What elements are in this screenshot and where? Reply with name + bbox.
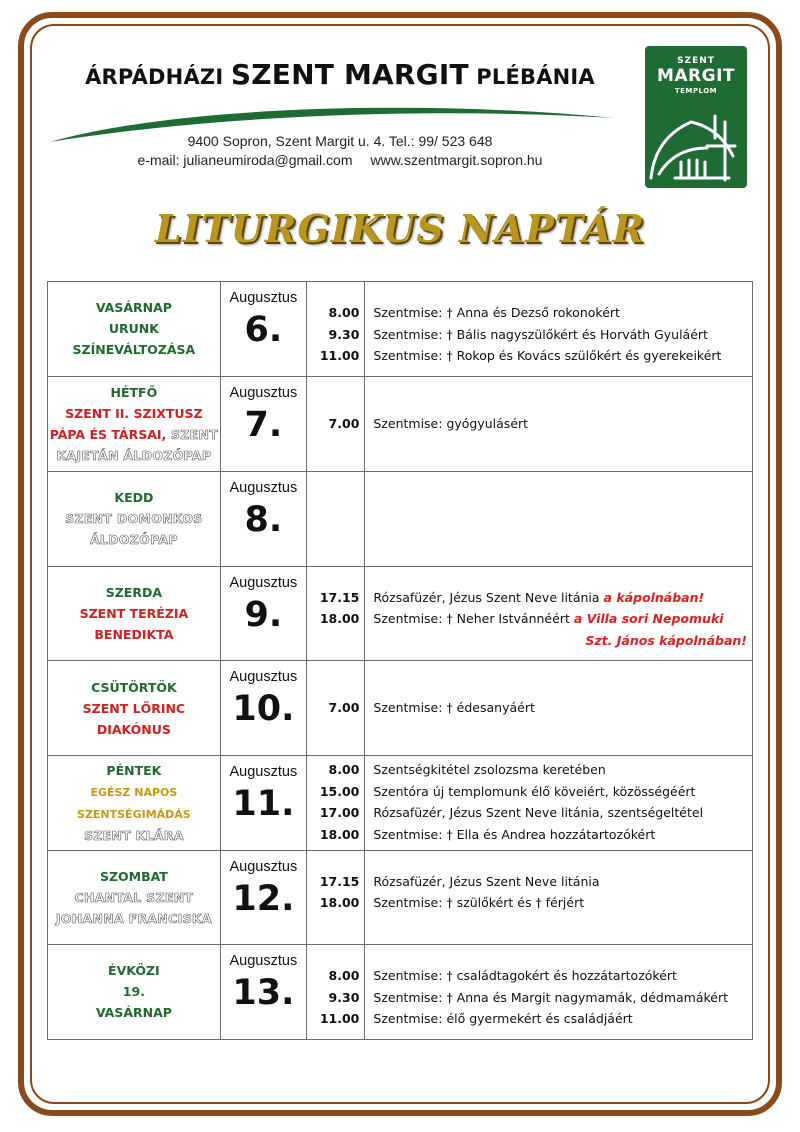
- day-line: SZENT KLÁRA: [83, 827, 184, 843]
- events-cell: [365, 661, 753, 756]
- day-line: SZENTSÉGIMÁDÁS: [77, 807, 191, 821]
- event-line: [373, 587, 752, 609]
- times-cell: [306, 756, 364, 851]
- date-cell: [220, 661, 306, 756]
- address-line: 9400 Sopron, Szent Margit u. 4. Tel.: 99/ 523 648: [187, 133, 493, 149]
- times-cell: [306, 661, 364, 756]
- day-line: JOHANNA FRANCISKA: [55, 910, 212, 926]
- contact-info: [100, 132, 580, 170]
- day-line: 19.: [122, 984, 145, 1000]
- date-cell: [220, 850, 306, 945]
- event-text: Szentmise: † édesanyáért: [373, 700, 535, 716]
- day-number: 11.: [232, 784, 295, 824]
- events-cell: [365, 945, 753, 1040]
- events-cell: [365, 471, 753, 566]
- month-label: Augusztus: [229, 953, 298, 969]
- event-line: [373, 824, 752, 846]
- month-label: Augusztus: [229, 290, 298, 306]
- event-text: Szentóra új templomunk élő köveiért, közösségéért: [373, 783, 696, 799]
- event-line: [373, 759, 752, 781]
- day-line: KEDD: [114, 490, 154, 505]
- event-text: Szentmise: gyógyulásért: [373, 415, 529, 431]
- day-line: SZENT LŐRINC: [82, 700, 186, 716]
- events-cell: [365, 282, 753, 377]
- month-label: Augusztus: [229, 384, 298, 401]
- event-time: 18.00: [319, 826, 360, 842]
- event-line: [373, 965, 752, 987]
- event-text: Szentmise: † Anna és Margit nagymamák, dédmamákért: [373, 989, 729, 1005]
- event-time: 17.15: [319, 589, 360, 605]
- event-line: [373, 781, 752, 803]
- event-line: [373, 345, 752, 367]
- event-location-note: a kápolnában!: [603, 589, 705, 605]
- times-cell: [306, 471, 364, 566]
- event-line: [373, 892, 752, 914]
- event-text: Szentmise: † Anna és Dezső rokonokért: [373, 305, 620, 320]
- day-name-cell: [48, 945, 221, 1040]
- times-cell: [306, 376, 364, 471]
- event-time: 8.00: [328, 968, 360, 983]
- day-line: CSÜTÖRTÖK: [91, 679, 177, 695]
- event-text: Szentmise: † családtagokért és hozzátartozókért: [373, 968, 677, 983]
- date-cell: [220, 945, 306, 1040]
- times-cell: [306, 566, 364, 661]
- event-text: Rózsafüzér, Jézus Szent Neve litánia: [373, 873, 600, 889]
- calendar-row: [48, 282, 753, 377]
- day-name-cell: [48, 376, 221, 471]
- events-cell: [365, 376, 753, 471]
- day-line: ÁLDOZÓPAP: [89, 532, 178, 547]
- month-label: Augusztus: [229, 669, 298, 685]
- event-location-note: Szt. János kápolnában!: [585, 632, 747, 648]
- calendar-title: LITURGIKUS NAPTÁR: [154, 206, 646, 251]
- calendar-row: [48, 376, 753, 471]
- day-line: PÉNTEK: [106, 762, 162, 778]
- month-label: Augusztus: [229, 764, 298, 780]
- event-time: 15.00: [319, 783, 360, 799]
- events-cell: [365, 756, 753, 851]
- date-cell: [220, 376, 306, 471]
- event-line: [373, 1008, 752, 1030]
- event-time: 7.00: [328, 700, 360, 716]
- event-text: Szentmise: † Bális nagyszülőkért és Horváth Gyuláért: [373, 326, 708, 342]
- day-line: EGÉSZ NAPOS: [90, 785, 178, 799]
- day-number: 8.: [244, 499, 283, 540]
- times-cell: [306, 282, 364, 377]
- parish-main: SZENT MARGIT: [230, 58, 469, 91]
- date-cell: [220, 282, 306, 377]
- event-time: 9.30: [328, 989, 360, 1005]
- day-line: BENEDIKTA: [94, 626, 174, 642]
- event-time: 18.00: [319, 895, 360, 910]
- day-name-cell: [48, 471, 221, 566]
- event-time: 17.00: [319, 805, 360, 820]
- date-cell: [220, 566, 306, 661]
- event-line: [373, 413, 752, 435]
- event-line: [373, 324, 752, 346]
- event-location-note: a Villa sori Nepomuki: [573, 611, 724, 626]
- event-line: [373, 608, 752, 630]
- event-text: Szentmise: † Rokop és Kovács szülőkért és gyerekeikért: [373, 348, 722, 363]
- event-time: 8.00: [328, 305, 360, 320]
- date-cell: [220, 756, 306, 851]
- day-line: SZENT DOMONKOS: [65, 511, 203, 526]
- day-line: SZERDA: [105, 584, 163, 600]
- day-number: 10.: [232, 689, 295, 729]
- day-name-cell: [48, 756, 221, 851]
- event-line: [373, 987, 752, 1009]
- day-line: URUNK: [108, 321, 159, 337]
- day-number: 7.: [244, 404, 283, 445]
- event-text: Szentmise: † Ella és Andrea hozzátartozókért: [373, 826, 656, 842]
- day-line: VASÁRNAP: [95, 1005, 172, 1021]
- logo-line1: SZENT: [677, 56, 715, 66]
- day-name-cell: [48, 661, 221, 756]
- events-cell: [365, 850, 753, 945]
- times-cell: [306, 945, 364, 1040]
- event-text: Szentmise: élő gyermekért és családjáért: [373, 1011, 633, 1026]
- calendar-row: [48, 756, 753, 851]
- times-cell: [306, 850, 364, 945]
- event-line: [373, 630, 752, 652]
- event-line: [373, 871, 752, 893]
- events-cell: [365, 566, 753, 661]
- event-time: 11.00: [319, 348, 360, 363]
- event-text: Szentmise: † Neher Istvánnéért: [373, 611, 574, 626]
- day-line: SZÍNEVÁLTOZÁSA: [72, 342, 196, 358]
- event-time: 8.00: [328, 762, 360, 777]
- day-number: 13.: [232, 973, 295, 1013]
- parish-title: [70, 58, 610, 91]
- church-icon: [645, 98, 747, 188]
- day-line-tail: SZENT: [166, 426, 219, 442]
- event-line: [373, 697, 752, 719]
- website-text: www.szentmargit.sopron.hu: [370, 152, 543, 168]
- day-line: CHANTAL SZENT: [74, 889, 194, 905]
- event-time: 18.00: [319, 611, 360, 626]
- calendar-table: [47, 281, 753, 1040]
- event-text: Rózsafüzér, Jézus Szent Neve litánia: [373, 589, 604, 605]
- calendar-row: [48, 661, 753, 756]
- event-line: [373, 302, 752, 324]
- day-line: DIAKÓNUS: [96, 721, 171, 737]
- logo-line3: TEMPLOM: [674, 87, 718, 95]
- event-time: 17.15: [319, 873, 360, 889]
- event-line: [373, 802, 752, 824]
- day-line: SZOMBAT: [99, 868, 168, 884]
- day-line: PÁPA ÉS TÁRSAI,: [49, 426, 167, 442]
- day-line: HÉTFŐ: [110, 384, 158, 400]
- day-name-cell: [48, 850, 221, 945]
- event-text: Szentmise: † szülőkért és † férjért: [373, 895, 585, 910]
- day-line: VASÁRNAP: [95, 300, 172, 316]
- event-time: 7.00: [328, 415, 360, 431]
- event-time: 11.00: [319, 1011, 360, 1026]
- calendar-row: [48, 566, 753, 661]
- month-label: Augusztus: [229, 574, 298, 591]
- event-text: Szentségkitétel zsolozsma keretében: [373, 762, 606, 777]
- day-name-cell: [48, 566, 221, 661]
- day-number: 6.: [244, 310, 283, 350]
- parish-prefix: ÁRPÁDHÁZI: [85, 65, 224, 89]
- church-logo: [645, 46, 747, 188]
- event-time: 9.30: [328, 326, 360, 342]
- date-cell: [220, 471, 306, 566]
- month-label: Augusztus: [229, 858, 298, 875]
- day-number: 12.: [232, 878, 295, 919]
- day-line: SZENT II. SZIXTUSZ: [65, 405, 203, 421]
- parish-suffix: PLÉBÁNIA: [476, 65, 595, 89]
- day-name-cell: [48, 282, 221, 377]
- day-line: ÉVKÖZI: [108, 963, 160, 979]
- calendar-row: [48, 471, 753, 566]
- event-text: Rózsafüzér, Jézus Szent Neve litánia, szentségeltétel: [373, 805, 704, 820]
- calendar-row: [48, 945, 753, 1040]
- month-label: Augusztus: [229, 479, 298, 496]
- day-line: SZENT TERÉZIA: [79, 605, 189, 621]
- logo-line2: MARGIT: [656, 66, 736, 86]
- day-line: KAJETÁN ÁLDOZÓPAP: [56, 447, 212, 463]
- event-time: [307, 630, 364, 652]
- day-number: 9.: [244, 594, 283, 635]
- calendar-row: [48, 850, 753, 945]
- email-text: e-mail: julianeumiroda@gmail.com: [137, 152, 353, 168]
